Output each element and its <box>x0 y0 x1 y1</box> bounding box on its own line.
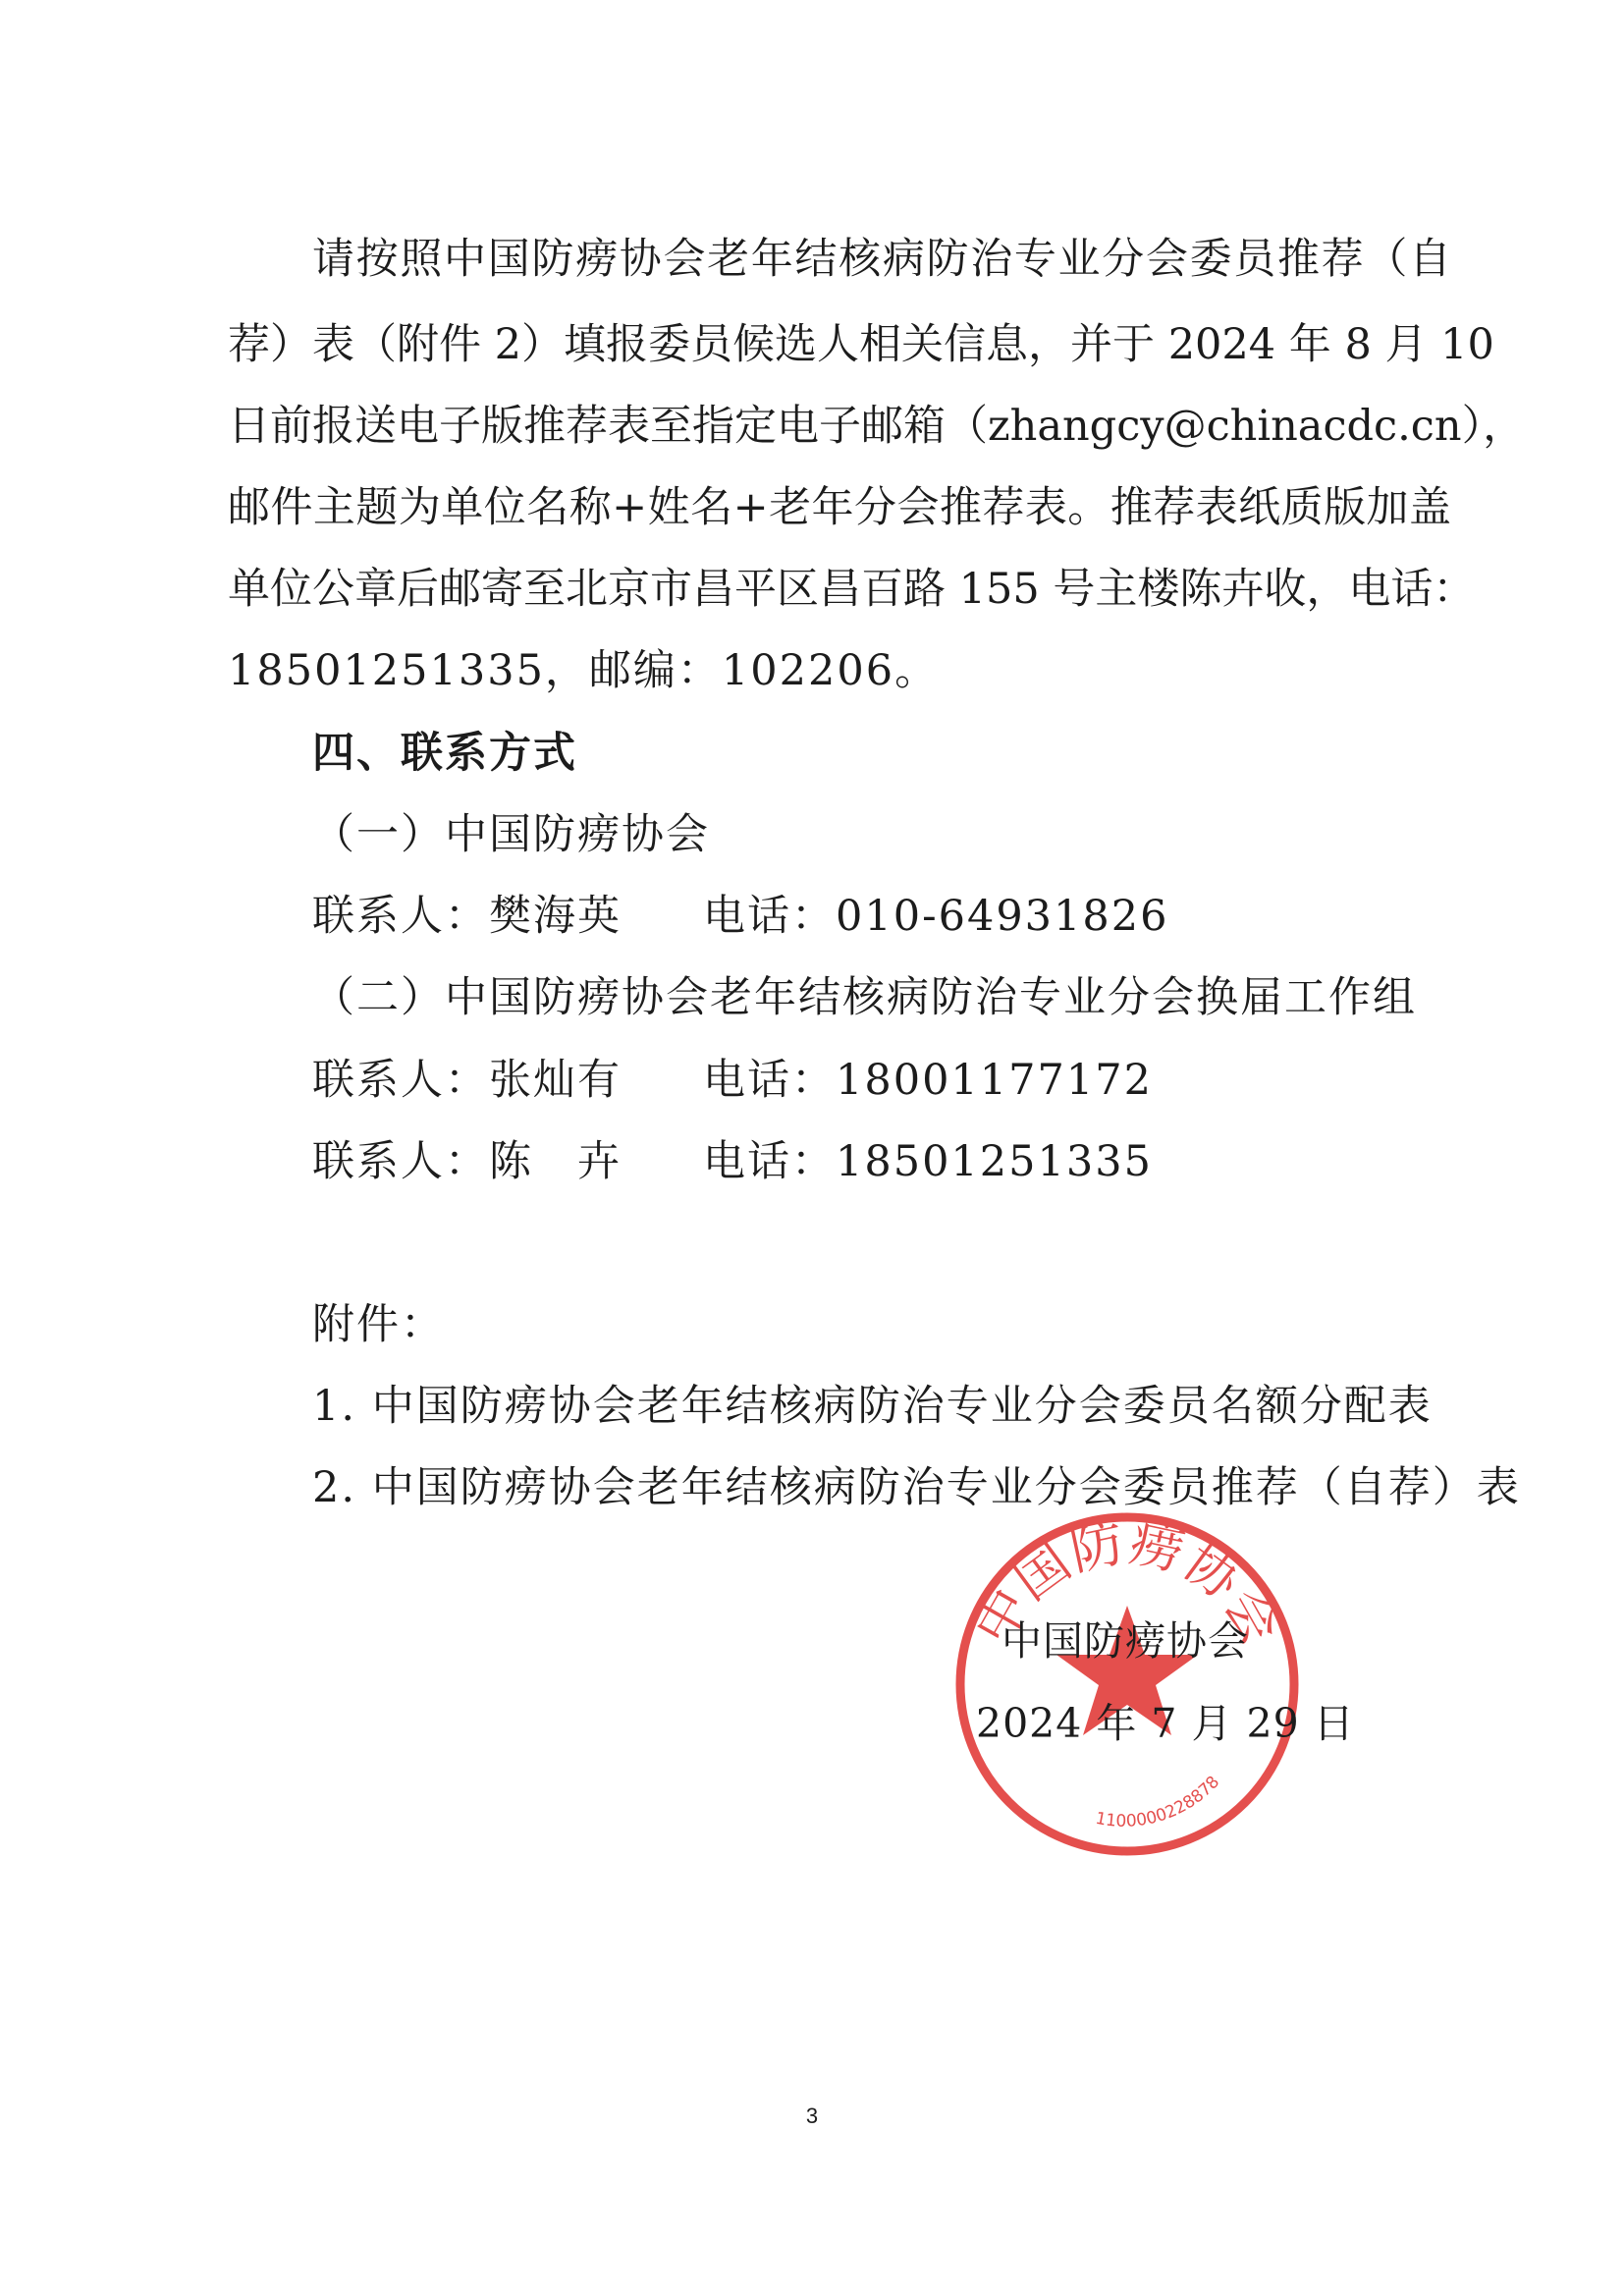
contact-group-1-person: 联系人：樊海英 <box>312 892 622 941</box>
paragraph-line-1: 请按照中国防痨协会老年结核病防治专业分会委员推荐（自 <box>312 235 1451 284</box>
attachments-label: 附件： <box>312 1300 445 1349</box>
contact-group-2-title: （二）中国防痨协会老年结核病防治专业分会换届工作组 <box>312 973 1417 1022</box>
contact-group-2-person-2: 联系人：陈 卉 <box>312 1137 622 1186</box>
paragraph-line-3: 日前报送电子版推荐表至指定电子邮箱（zhangcy@chinacdc.cn）， <box>228 402 1526 451</box>
contact-group-1-title: （一）中国防痨协会 <box>312 810 710 859</box>
signature-organization: 中国防痨协会 <box>1001 1617 1249 1665</box>
signature-date: 2024 年 7 月 29 日 <box>976 1700 1355 1747</box>
paragraph-line-4: 邮件主题为单位名称+姓名+老年分会推荐表。推荐表纸质版加盖 <box>228 483 1451 532</box>
paragraph-line-5: 单位公章后邮寄至北京市昌平区昌百路 155 号主楼陈卉收，电话： <box>228 565 1476 614</box>
attachment-item-1: 1. 中国防痨协会老年结核病防治专业分会委员名额分配表 <box>312 1382 1433 1431</box>
contact-group-2-person-1: 联系人：张灿有 <box>312 1056 622 1105</box>
contact-group-2-phone-1: 电话：18001177172 <box>703 1056 1153 1105</box>
page-number: 3 <box>805 2104 819 2128</box>
attachment-item-2: 2. 中国防痨协会老年结核病防治专业分会委员推荐（自荐）表 <box>312 1463 1521 1512</box>
seal-serial-text: 1100000228878 <box>1094 1772 1224 1831</box>
seal-top-text: 中国防痨协会 <box>961 1510 1293 1656</box>
contact-group-2-phone-2: 电话：18501251335 <box>703 1137 1153 1186</box>
section-heading: 四、联系方式 <box>312 729 577 778</box>
contact-group-1-phone: 电话：010-64931826 <box>703 892 1169 941</box>
paragraph-line-6: 18501251335，邮编：102206。 <box>228 646 940 695</box>
paragraph-line-2: 荐）表（附件 2）填报委员候选人相关信息，并于 2024 年 8 月 10 <box>228 320 1494 369</box>
official-seal <box>950 1507 1304 1861</box>
